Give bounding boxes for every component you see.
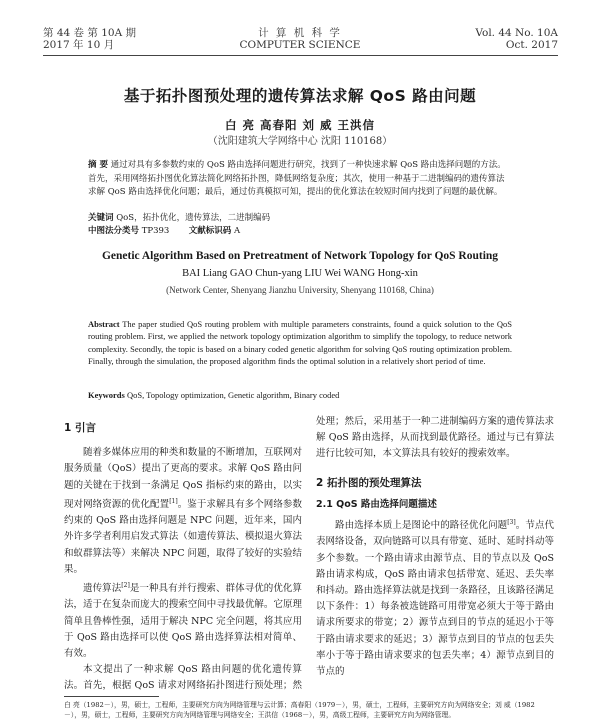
section2-1-heading: 2.1 QoS 路由选择问题描述 xyxy=(316,498,437,510)
cn-abstract-text: 通过对具有多参数约束的 QoS 路由选择问题进行研究，找到了一种快速求解 QoS 路由选择问题的方法。首先，采用网络拓扑图优化算法简化网络拓扑图，降低网络复杂度；其次，使用一种基于二进制编码的遗传算法求解 QoS 路由选择优化问题；最后，通过仿真模拟可知，提出的优化算法在较短时间内找到了问题的最优解。 xyxy=(88,160,506,198)
cn-abstract xyxy=(88,159,512,200)
cn-class-label: 中图法分类号 xyxy=(88,226,140,236)
en-authors: BAI Liang GAO Chun-yang LIU Wei WANG Hong-xin xyxy=(182,268,418,279)
header-date: 2017 年 10 月 xyxy=(43,39,115,51)
header-date-en: Oct. 2017 xyxy=(505,39,558,51)
section1-para3-start: 本文提出了一种求解 QoS 路由问题的优化遗传算法。首先，根据 QoS 请求对网络拓扑图进行预处理；然 xyxy=(64,664,302,692)
header-volume: 第 44 卷 第 10A 期 xyxy=(43,27,136,39)
paper-authors: 白 亮 高春阳 刘 威 王洪信 xyxy=(224,118,376,132)
header-rule xyxy=(43,55,558,56)
author-footnote: 白 亮（1982－），男，硕士，工程师，主要研究方向为网络管理与云计算；高春阳（1979－），男，硕士，工程师，主要研究方向为网络安全；刘 威（1982－），男，硕士，工程师，主要研究方向为网络管理与网络安全；王洪信（1968－），男，高级工程师，主要研究方向为网络管理。 xyxy=(64,701,535,719)
en-abstract-text: The paper studied QoS routing problem with multiple parameters constraints, found a quick solution to the QoS routing problem. First, we applied the network topology optimization algorithm to simplify the topology, to reduce network complexity. Secondly, the topic is based on a binary coded genetic algorithm for solving QoS routing optimization problem. Finally, through the simulation, the proposed algorithm finds the optimal solution in a relatively short period of time. xyxy=(88,319,512,366)
cn-abstract-label: 摘 要 xyxy=(88,160,108,170)
section1-para1: 随着多媒体应用的种类和数量的不断增加，互联网对服务质量（QoS）提出了更高的要求。求解 QoS 路由问题的关键在于找到一条满足 QoS 指标约束的路由，以实现对网络资源的优化配置[1]。鉴于求解具有多个网络参数约束的 QoS 路由选择问题是 NPC 问题，近年来，国内外许多学者利用启发式算法（如遗传算法、模拟退火算法和蚁群算法等）来解决 NPC 问题，取得了较好的实验结果。 xyxy=(64,447,302,575)
cn-doc-label: 文献标识码 xyxy=(188,226,232,236)
section1-para3-cont: 处理；然后，采用基于一种二进制编码方案的遗传算法求解 QoS 路由选择，从而找到最优路径。通过与已有算法进行比较可知，本文算法具有较好的搜索效率。 xyxy=(316,416,554,460)
en-keywords-text: QoS, Topology optimization, Genetic algorithm, Binary coded xyxy=(126,390,340,400)
en-abstract xyxy=(88,318,512,367)
paper-title: 基于拓扑图预处理的遗传算法求解 QoS 路由问题 xyxy=(123,87,477,105)
left-column xyxy=(64,420,302,694)
cn-keywords xyxy=(88,212,512,226)
header-journal-cn: 计 算 机 科 学 xyxy=(258,27,342,39)
cn-doc-code: A xyxy=(233,226,241,236)
paper-affiliation: （沈阳建筑大学网络中心 沈阳 110168） xyxy=(207,136,393,147)
section1-heading: 1 引言 xyxy=(64,422,96,434)
section2-para1: 路由选择本质上是图论中的路径优化问题[3]。节点代表网络设备，双向链路可以具有带宽、延时、延时抖动等多个参数。一个路由请求由源节点、目的节点以及 QoS 路由请求构成，QoS 路由请求包括带宽、延迟、丢失率和抖动。路由选择算法就是找到一条路径，且该路径满足以下条件：1）每条被选链路可用带宽必须大于等于路由请求所要求的带宽；2）源节点到目的节点的延迟小于等于路由请求要求的延迟；3）源节点到目的节点的包丢失率小于等于路由请求要求的包丢失率；4）源节点到目的节点的 xyxy=(316,519,554,677)
en-affiliation: (Network Center, Shenyang Jianzhu University, Shenyang 110168, China) xyxy=(166,285,434,295)
header-vol-en: Vol. 44 No. 10A xyxy=(475,27,558,39)
footnote-rule xyxy=(64,696,159,697)
section1-para2: 遗传算法[2]是一种具有并行搜索、群体寻优的优化算法，适于在复杂而庞大的搜索空间中寻找最优解。它原理简单且鲁棒性强，适用于解决 NPC 完全问题，将其应用于 QoS 路由选择可以使 QoS 路由选择算法相对简单、有效。 xyxy=(64,581,302,659)
en-title: Genetic Algorithm Based on Pretreatment of Network Topology for QoS Routing xyxy=(101,250,499,262)
header-volume-en xyxy=(475,27,558,51)
en-abstract-label: Abstract xyxy=(88,319,120,329)
en-keywords xyxy=(88,390,512,400)
cn-keywords-label: 关键词 xyxy=(88,213,114,223)
section2-heading: 2 拓扑图的预处理算法 xyxy=(316,476,422,489)
cn-keywords-text: QoS，拓扑优化，遗传算法，二进制编码 xyxy=(116,213,271,223)
header-journal-en: COMPUTER SCIENCE xyxy=(239,39,361,51)
right-column xyxy=(316,414,554,680)
cn-class-code: TP393 xyxy=(141,226,170,236)
en-keywords-label: Keywords xyxy=(88,390,125,400)
cn-classification xyxy=(88,225,512,239)
